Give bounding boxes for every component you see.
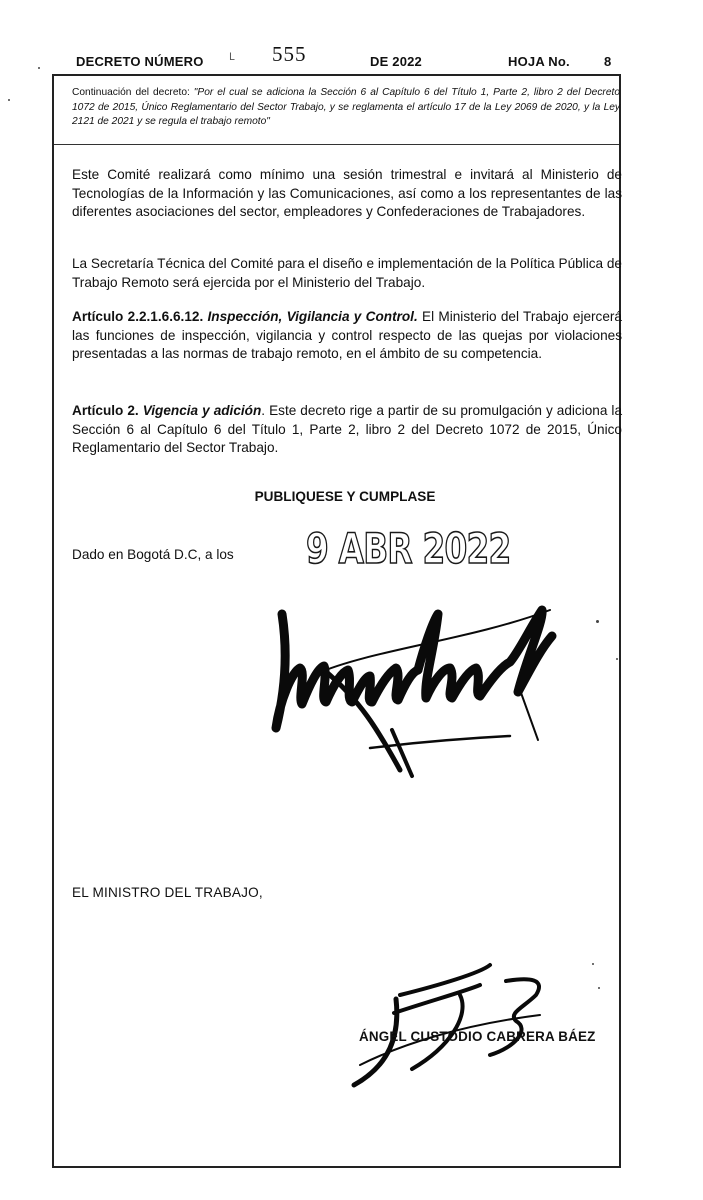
handwritten-tick-mark: ᒪ: [229, 52, 235, 63]
scan-speck: [596, 620, 599, 623]
continuation-note: [72, 86, 620, 130]
scan-speck: [616, 658, 618, 660]
committee-paragraph: Este Comité realizará como mínimo una sesión trimestral e invitará al Ministerio de Tecnologías de la Información y las Comunicaciones, así como a los representantes de las diferentes asociaciones del sector, empleadores y Confederaciones de Trabajadores.: [72, 167, 622, 220]
minister-signature: [340, 955, 580, 1095]
minister-name: ÁNGEL CUSTODIO CABRERA BÁEZ: [359, 1029, 596, 1044]
minister-title: EL MINISTRO DEL TRABAJO,: [72, 885, 263, 900]
secretariat-paragraph: La Secretaría Técnica del Comité para el diseño e implementación de la Política Pública de Trabajo Remoto será ejercida por el Ministerio del Trabajo.: [72, 256, 622, 290]
article-validity-text: . Este decreto rige a partir de su promulgación y adiciona la Sección 6 al Capítulo 6 del Título 1, Parte 2, libro 2 del Decreto 1072 de 2015, Único Reglamentario del Sector Trabajo.: [72, 403, 623, 456]
scan-speck: [38, 67, 40, 69]
article-validity: [72, 402, 622, 458]
header-divider: [54, 144, 619, 145]
article-inspection: [72, 308, 622, 364]
sheet-number: 8: [604, 54, 612, 69]
article-validity-title: Vigencia y adición: [142, 403, 262, 418]
decree-number: 555: [272, 42, 307, 66]
decree-header: [76, 42, 616, 72]
scan-speck: [598, 987, 600, 989]
article-inspection-text: El Ministerio del Trabajo ejercerá las funciones de inspección, vigilancia y control respecto de las quejas por violaciones presentadas a las normas de trabajo remoto, en el ámbito de su competencia.: [72, 309, 622, 362]
scan-speck: [592, 963, 594, 965]
article-inspection-number: Artículo 2.2.1.6.6.12.: [72, 309, 204, 324]
date-stamp: 9 ABR 2022: [306, 524, 511, 573]
continuation-prefix: Continuación del decreto:: [72, 87, 194, 98]
given-in-text: Dado en Bogotá D.C, a los: [72, 547, 234, 562]
publish-heading: PUBLIQUESE Y CUMPLASE: [254, 489, 436, 504]
article-validity-number: Artículo 2.: [72, 403, 139, 418]
scan-speck: [8, 99, 10, 101]
article-inspection-title: Inspección, Vigilancia y Control.: [207, 309, 418, 324]
decree-title: "Por el cual se adiciona la Sección 6 al Capítulo 6 del Título 1, Parte 2, libro 2 del Decreto 1072 de 2015, Único Reglamentario del Sector Trabajo, y se reglamenta el artículo 17 de la Ley 2069 de 2020, y la Ley 2121 de 2021 y se regula el trabajo remoto": [72, 87, 620, 127]
presidential-signature: [220, 580, 600, 780]
decree-number-label: DECRETO NÚMERO: [76, 54, 204, 69]
sheet-label: HOJA No.: [508, 54, 570, 69]
decree-year: DE 2022: [370, 54, 422, 69]
